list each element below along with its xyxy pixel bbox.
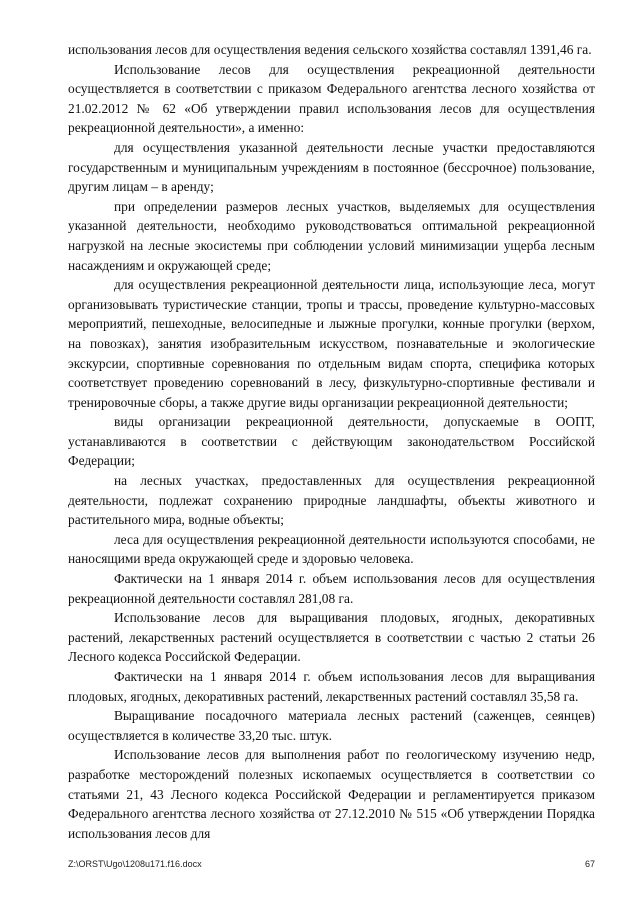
paragraph-1: использования лесов для осуществления ведения сельского хозяйства составлял 1391,46 га.	[68, 42, 592, 57]
page-number: 67	[584, 859, 595, 869]
paragraph-10: Использование лесов для выращивания плодовых, ягодных, декоративных растений, лекарственных растений осуществляется в соответствии с частью 2 статьи 26 Лесного кодекса Российской Федерации.	[68, 610, 595, 665]
paragraph-3: для осуществления указанной деятельности лесные участки предоставляются государственным и муниципальным учреждениям в постоянное (бессрочное) пользование, другим лицам – в аренду;	[68, 139, 595, 195]
file-path: Z:\ORST\Ugo\1208u171.f16.docx	[68, 859, 202, 869]
paragraph-9: Фактически на 1 января 2014 г. объем использования лесов для осуществления рекреационной деятельности составлял 281,08 га.	[68, 571, 595, 606]
paragraph-2: Использование лесов для осуществления рекреационной деятельности осуществляется в соответствии с приказом Федерального агентства лесного хозяйства от 21.02.2012 № 62 «Об утверждении правил использования лесов для осуществления рекреационной деятельности», а именно:	[68, 61, 595, 136]
paragraph-7: на лесных участках, предоставленных для осуществления рекреационной деятельности, подлежат сохранению природные ландшафты, объекты животного и растительного мира, водные объекты;	[68, 473, 595, 528]
body-text	[68, 40, 595, 843]
paragraph-13: Использование лесов для выполнения работ по геологическому изучению недр, разработке месторождений полезных ископаемых осуществляется в соответствии со статьями 21, 43 Лесного кодекса Российской Федерации и регламентируется приказом Федерального агентства лесного хозяйства от 27.12.2010 № 515 «Об утверждении Порядка использования лесов для	[68, 747, 595, 841]
paragraph-12: Выращивание посадочного материала лесных растений (саженцев, сеянцев) осуществляется в количестве 33,20 тыс. штук.	[68, 708, 595, 743]
paragraph-4: при определении размеров лесных участков, выделяемых для осуществления указанной деятельности, необходимо руководствоваться оптимальной рекреационной нагрузкой на лесные экосистемы при соблюдении условий минимизации ущерба лесным насаждениям и окружающей среде;	[68, 198, 595, 273]
paragraph-8: леса для осуществления рекреационной деятельности используются способами, не наносящими вреда окружающей среде и здоровью человека.	[68, 531, 595, 567]
paragraph-11: Фактически на 1 января 2014 г. объем использования лесов для выращивания плодовых, ягодных, декоративных растений, лекарственных растений составлял 35,58 га.	[68, 669, 595, 704]
paragraph-6: виды организации рекреационной деятельности, допускаемые в ООПТ, устанавливаются в соответствии с действующим законодательством Российской Федерации;	[68, 414, 595, 469]
paragraph-5: для осуществления рекреационной деятельности лица, использующие леса, могут организовывать туристические станции, тропы и трассы, проведение культурно-массовых мероприятий, пешеходные, велосипедные и лыжные прогулки, конные прогулки (верхом, на повозках), занятия изобразительным искусством, познавательные и экологические экскурсии, спортивные соревнования по отдельным видам спорта, специфика которых соответствует проведению соревнований в лесу, физкультурно-спортивные фестивали и тренировочные сборы, а также другие виды организации рекреационной деятельности;	[68, 277, 595, 410]
